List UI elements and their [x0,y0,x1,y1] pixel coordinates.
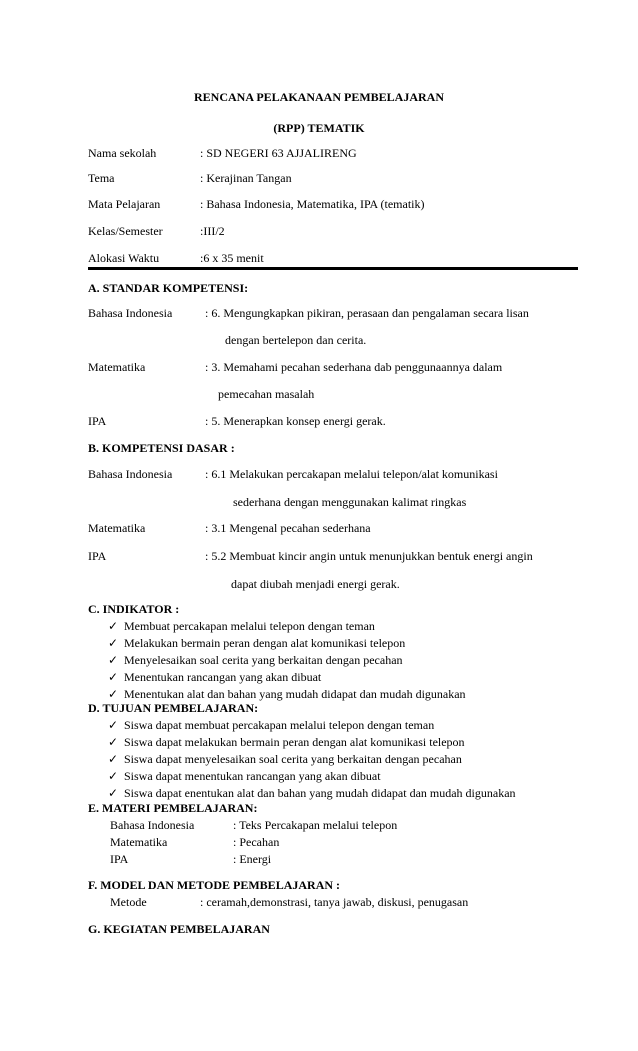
indicator-item: ✓ Menyelesaikan soal cerita yang berkaitan dengan pecahan [108,653,403,667]
standard-label: Bahasa Indonesia [88,306,173,320]
standard-label: IPA [88,414,107,428]
method-value: : ceramah,demonstrasi, tanya jawab, diskusi, penugasan [200,895,469,909]
info-label: Alokasi Waktu [88,251,160,265]
section-d-heading: D. TUJUAN PEMBELAJARAN: [88,701,259,715]
material-label: Bahasa Indonesia [110,818,195,832]
standard-text: : 3. Memahami pecahan sederhana dab penggunaannya dalam [205,360,503,374]
info-value: :III/2 [200,224,225,238]
section-b-heading: B. KOMPETENSI DASAR : [88,441,235,455]
section-g-heading: G. KEGIATAN PEMBELAJARAN [88,922,270,936]
section-c-heading: C. INDIKATOR : [88,602,180,616]
competency-label: Bahasa Indonesia [88,467,173,481]
section-f-heading: F. MODEL DAN METODE PEMBELAJARAN : [88,878,341,892]
competency-text: : 3.1 Mengenal pecahan sederhana [205,521,371,535]
competency-text-cont: dapat diubah menjadi energi gerak. [231,577,400,591]
check-icon: ✓ [108,636,119,650]
check-icon: ✓ [108,786,119,800]
info-value: : Kerajinan Tangan [200,171,292,185]
material-value: : Pecahan [233,835,280,849]
check-icon: ✓ [108,735,119,749]
standard-label: Matematika [88,360,146,374]
standard-text-cont: dengan bertelepon dan cerita. [225,333,367,347]
material-label: Matematika [110,835,168,849]
info-label: Nama sekolah [88,146,157,160]
check-icon: ✓ [108,653,119,667]
check-icon: ✓ [108,769,119,783]
material-value: : Teks Percakapan melalui telepon [233,818,398,832]
document-subtitle: (RPP) TEMATIK [273,121,365,135]
objective-item: ✓ Siswa dapat menyelesaikan soal cerita yang berkaitan dengan pecahan [108,752,462,766]
standard-text: : 6. Mengungkapkan pikiran, perasaan dan pengalaman secara lisan [205,306,529,320]
material-value: : Energi [233,852,272,866]
document-title: RENCANA PELAKANAAN PEMBELAJARAN [193,90,444,104]
section-a-heading: A. STANDAR KOMPETENSI: [88,281,249,295]
check-icon: ✓ [108,752,119,766]
indicator-item: ✓ Membuat percakapan melalui telepon dengan teman [108,619,375,633]
material-label: IPA [110,852,129,866]
info-value: : SD NEGERI 63 AJJALIRENG [200,146,357,160]
competency-label: IPA [88,549,107,563]
competency-label: Matematika [88,521,146,535]
info-value: : Bahasa Indonesia, Matematika, IPA (tematik) [200,197,425,211]
objective-item: ✓ Siswa dapat menentukan rancangan yang akan dibuat [108,769,381,783]
standard-text-cont: pemecahan masalah [218,387,315,401]
competency-text-cont: sederhana dengan menggunakan kalimat ringkas [233,495,467,509]
check-icon: ✓ [108,670,119,684]
indicator-item: ✓ Menentukan alat dan bahan yang mudah didapat dan mudah digunakan [108,687,466,701]
indicator-item: ✓ Menentukan rancangan yang akan dibuat [108,670,322,684]
competency-text: : 6.1 Melakukan percakapan melalui telepon/alat komunikasi [205,467,498,481]
objective-item: ✓ Siswa dapat membuat percakapan melalui telepon dengan teman [108,718,435,732]
indicator-item: ✓ Melakukan bermain peran dengan alat komunikasi telepon [108,636,406,650]
info-value: :6 x 35 menit [200,251,264,265]
objective-item: ✓ Siswa dapat enentukan alat dan bahan yang mudah didapat dan mudah digunakan [108,786,516,800]
info-label: Mata Pelajaran [88,197,161,211]
check-icon: ✓ [108,718,119,732]
check-icon: ✓ [108,687,119,701]
info-label: Kelas/Semester [88,224,163,238]
standard-text: : 5. Menerapkan konsep energi gerak. [205,414,386,428]
check-icon: ✓ [108,619,119,633]
header-divider [88,267,578,270]
competency-text: : 5.2 Membuat kincir angin untuk menunjukkan bentuk energi angin [205,549,533,563]
method-label: Metode [110,895,147,909]
info-label: Tema [88,171,115,185]
objective-item: ✓ Siswa dapat melakukan bermain peran dengan alat komunikasi telepon [108,735,465,749]
section-e-heading: E. MATERI PEMBELAJARAN: [88,801,258,815]
